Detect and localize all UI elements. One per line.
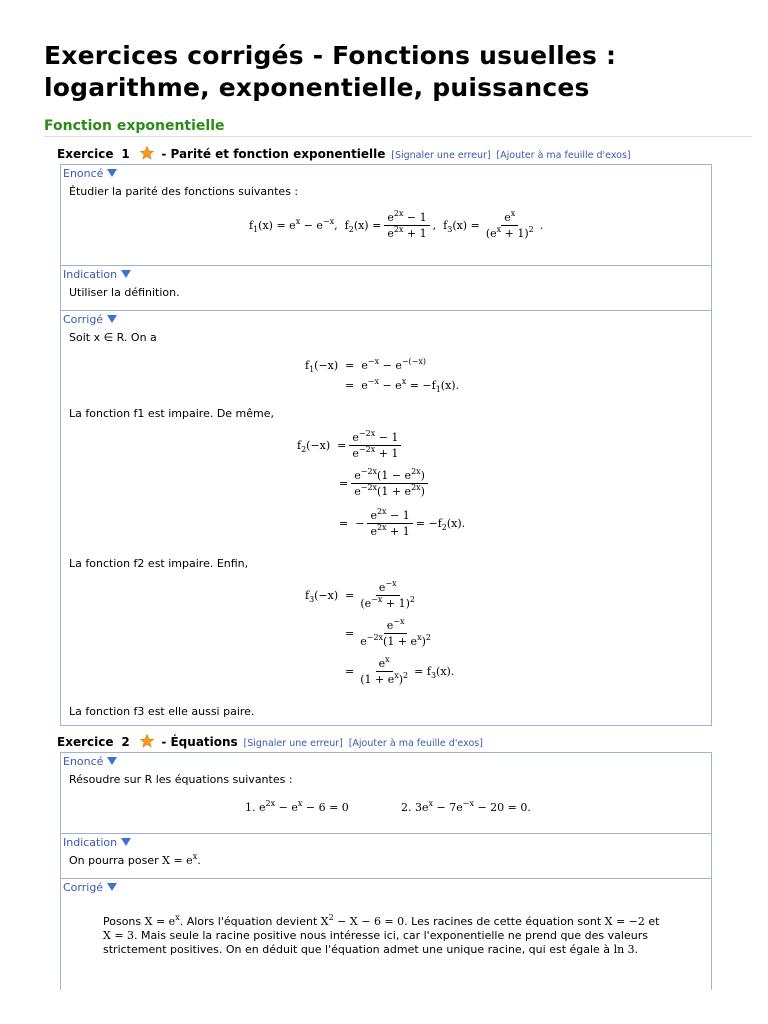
add-to-sheet-link[interactable]: [Ajouter à ma feuille d'exos] [348, 738, 483, 749]
section-title: Fonction exponentielle [44, 118, 752, 137]
f2-line3: = − $\frac{e^{2x} - 1}{e^{2x} + 1}$ = $-f_2(x)$. [339, 507, 466, 538]
exercise-1-header [57, 146, 631, 163]
equation-2: 2. $3e^x - 7e^{-x} - 20 = 0$. [401, 799, 531, 814]
enonce-label: Enoncé [63, 755, 104, 768]
report-error-link[interactable]: [Signaler une erreur] [243, 738, 343, 749]
enonce-toggle[interactable] [61, 165, 711, 181]
corrige-label: Corrigé [63, 881, 104, 894]
star-icon[interactable] [140, 146, 154, 163]
corrige-label: Corrigé [63, 313, 104, 326]
report-error-link[interactable]: [Signaler une erreur] [391, 150, 491, 161]
f2-line1: $f_2(-x)$ = $\frac{e^{-2x} - 1}{e^{-2x} + 1}$ [297, 431, 404, 460]
page-title-line2: logarithme, exponentielle, puissances [44, 73, 590, 102]
page-title [44, 40, 744, 104]
indication-section [61, 266, 711, 311]
add-to-sheet-link[interactable]: [Ajouter à ma feuille d'exos] [496, 150, 631, 161]
triangle-down-icon [121, 838, 131, 846]
triangle-down-icon [107, 169, 117, 177]
enonce-section [61, 753, 711, 834]
corrige-f3-conclusion: La fonction f3 est elle aussi paire. [69, 705, 255, 718]
corrige-toggle[interactable] [61, 879, 711, 895]
page-title-line1: Exercices corrigés - Fonctions usuelles : [44, 41, 617, 70]
exercise-2-box [60, 752, 712, 1002]
enonce-formula: $f_1(x) = e^x - e^{-x}$, $f_2(x)$ = $\frac{e^{2x} - 1}{e^{2x} + 1}$ , $f_3(x)$ = $\frac{e^x}{(e^x + 1)^2}$ . [249, 209, 544, 240]
f1-line2: = $e^{-x} - e^x = -f_1(x)$. [345, 377, 460, 394]
corrige-toggle[interactable] [61, 311, 711, 327]
corrige-line3: strictement positives. On en déduit que l'équation admet une unique racine, qui est égale à ln 3. [103, 943, 639, 956]
triangle-down-icon [107, 315, 117, 323]
triangle-down-icon [107, 757, 117, 765]
indication-text: On pourra poser $X = e^x$. [69, 852, 201, 867]
corrige-f1-conclusion: La fonction f1 est impaire. De même, [69, 407, 275, 420]
corrige-intro: Soit x ∈ R. On a [69, 331, 157, 344]
f1-line1: $f_1(-x) = e^{-x} - e^{-(-x)}$ [305, 357, 427, 374]
exercise-title: - Parité et fonction exponentielle [161, 147, 386, 161]
equation-1: 1. $e^{2x} - e^x - 6 = 0$ [245, 799, 349, 814]
corrige-f2-conclusion: La fonction f2 est impaire. Enfin, [69, 557, 249, 570]
corrige-line1: Posons $X = e^x$. Alors l'équation devient $X^2 - X - 6 = 0$. Les racines de cette équation sont X = −2 et [103, 913, 660, 928]
exercise-number: 2 [121, 735, 130, 749]
corrige-line2: X = 3. Mais seule la racine positive nous intéresse ici, car l'exponentielle ne prend que des valeurs [103, 929, 648, 942]
indication-toggle[interactable] [61, 266, 711, 282]
f3-line2: = $\frac{e^{-x}}{e^{-2x}(1 + e^x)^2}$ [345, 617, 431, 648]
triangle-down-icon [107, 883, 117, 891]
enonce-section [61, 165, 711, 266]
corrige-section [61, 311, 711, 727]
exercise-label: Exercice [57, 735, 114, 749]
indication-label: Indication [63, 836, 118, 849]
f3-line1: $f_3(-x)$ = $\frac{e^{-x}}{(e^{-x} + 1)^2}$ [305, 579, 416, 610]
exercise-label: Exercice [57, 147, 114, 161]
exercise-number: 1 [121, 147, 130, 161]
indication-toggle[interactable] [61, 834, 711, 850]
exercise-title: - Équations [161, 735, 238, 749]
enonce-text: Étudier la parité des fonctions suivantes : [69, 185, 299, 198]
exercise-2-header [57, 734, 483, 751]
indication-text: Utiliser la définition. [69, 286, 180, 299]
f3-line3: = $\frac{e^x}{(1 + e^x)^2}$ = $f_3(x)$. [345, 655, 455, 686]
exercise-1-box [60, 164, 712, 726]
f2-line2: = $\frac{e^{-2x}(1 - e^{2x})}{e^{-2x}(1 + e^{2x})}$ [339, 469, 431, 498]
enonce-label: Enoncé [63, 167, 104, 180]
corrige-text [61, 895, 711, 957]
enonce-toggle[interactable] [61, 753, 711, 769]
star-icon[interactable] [140, 734, 154, 751]
enonce-text: Résoudre sur R les équations suivantes : [69, 773, 293, 786]
page-cutoff [60, 990, 760, 1024]
corrige-section [61, 879, 711, 1003]
indication-section [61, 834, 711, 879]
triangle-down-icon [121, 270, 131, 278]
indication-label: Indication [63, 268, 118, 281]
